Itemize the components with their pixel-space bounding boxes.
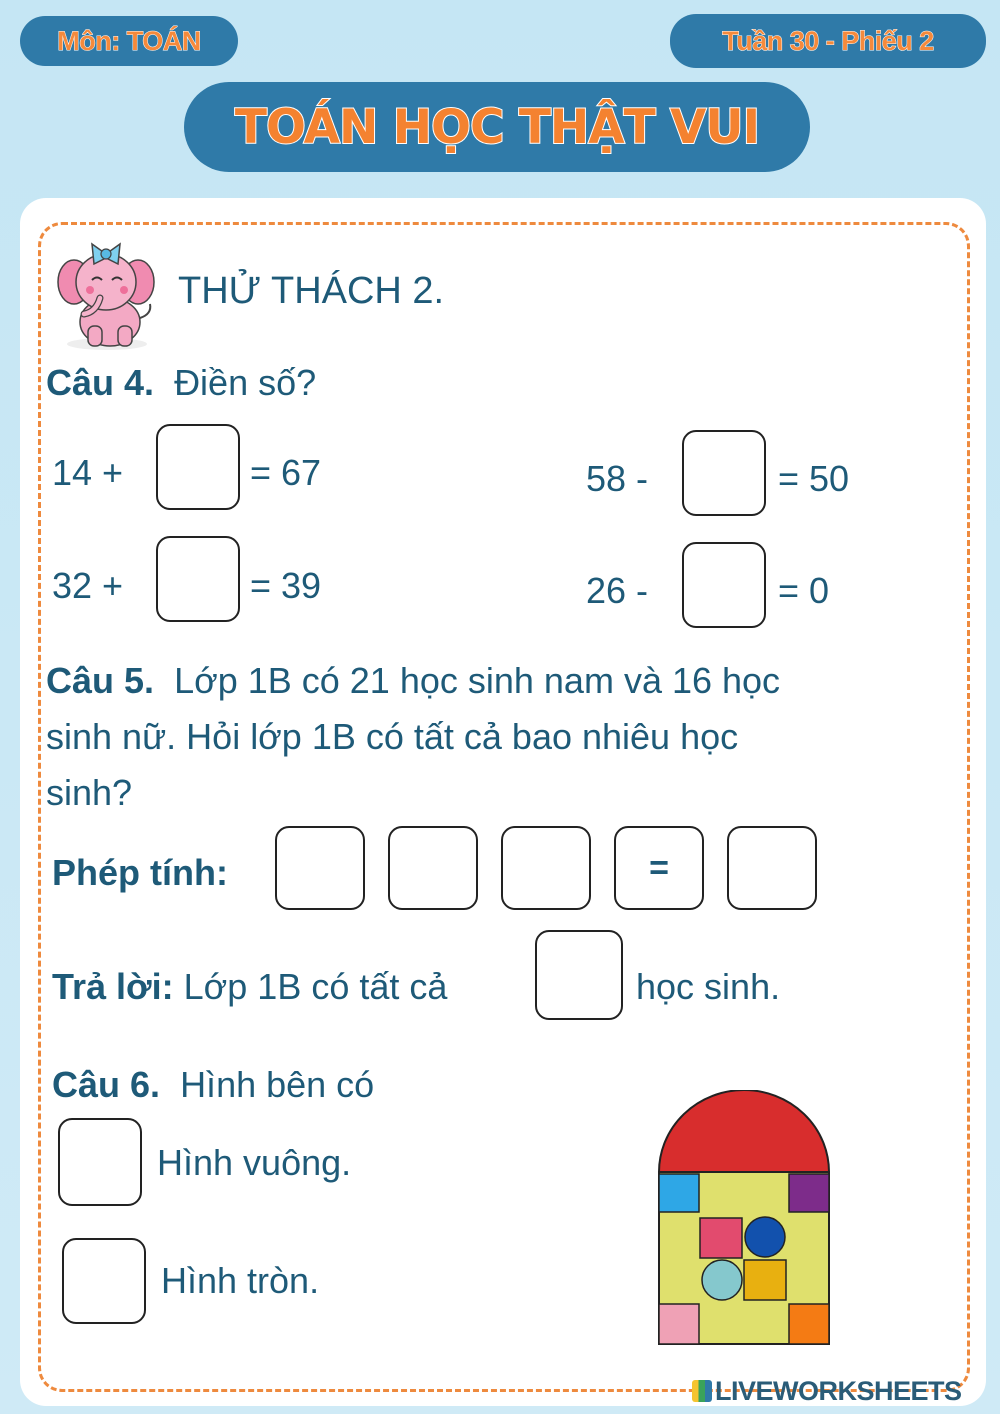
week-badge	[670, 14, 986, 68]
calc-box-result[interactable]	[727, 826, 817, 910]
q6-instruction: Hình bên có	[180, 1064, 375, 1105]
answer-box[interactable]	[535, 930, 623, 1020]
shape-house-figure	[652, 1090, 837, 1350]
subject-badge	[20, 16, 238, 66]
q5-line1	[46, 660, 780, 702]
calc-equals-box	[614, 826, 704, 910]
eq2-answer-box[interactable]	[156, 536, 240, 622]
eq1-right: = 67	[250, 452, 322, 493]
week-label: Tuần 30 - Phiếu 2	[722, 25, 934, 56]
watermark-logo	[692, 1376, 962, 1407]
calc-box-2[interactable]	[388, 826, 478, 910]
circles-count-box[interactable]	[62, 1238, 146, 1324]
calc-box-1[interactable]	[275, 826, 365, 910]
eq3-answer-box[interactable]	[682, 430, 766, 516]
answer-label: Trả lời:	[52, 966, 174, 1007]
q4-label: Câu 4.	[46, 362, 155, 403]
page-title: TOÁN HỌC THẬT VUI	[234, 99, 760, 155]
eq4-answer-box[interactable]	[682, 542, 766, 628]
answer-text-before: Lớp 1B có tất cả	[183, 966, 448, 1007]
q4-heading	[46, 362, 316, 404]
eq4-left: 26 -	[586, 570, 649, 611]
subject-label: Môn: TOÁN	[57, 25, 201, 56]
eq3-left: 58 -	[586, 458, 649, 499]
calc-box-3[interactable]	[501, 826, 591, 910]
q5-label: Câu 5.	[46, 660, 155, 701]
q6-heading	[52, 1064, 374, 1106]
elephant-mascot-icon	[52, 226, 162, 352]
challenge-title: THỬ THÁCH 2.	[178, 270, 445, 312]
circles-label: Hình tròn.	[161, 1260, 320, 1301]
q6-label: Câu 6.	[52, 1064, 161, 1105]
eq3-right: = 50	[778, 458, 850, 499]
squares-count-box[interactable]	[58, 1118, 142, 1206]
liveworksheets-icon	[692, 1380, 712, 1402]
answer-line	[52, 966, 447, 1008]
eq1-left: 14 +	[52, 452, 124, 493]
answer-text-after: học sinh.	[636, 966, 781, 1007]
equals-sign: =	[649, 848, 669, 887]
q5-text-line1: Lớp 1B có 21 học sinh nam và 16 học	[174, 660, 781, 701]
calc-label: Phép tính:	[52, 852, 228, 893]
q5-line2: sinh nữ. Hỏi lớp 1B có tất cả bao nhiêu học	[46, 716, 739, 757]
q5-line3: sinh?	[46, 772, 133, 813]
squares-label: Hình vuông.	[157, 1142, 352, 1183]
q4-instruction: Điền số?	[174, 362, 317, 403]
eq1-answer-box[interactable]	[156, 424, 240, 510]
title-banner	[184, 82, 810, 172]
watermark-text: LIVEWORKSHEETS	[715, 1376, 962, 1406]
eq2-left: 32 +	[52, 565, 124, 606]
eq4-right: = 0	[778, 570, 830, 611]
eq2-right: = 39	[250, 565, 322, 606]
